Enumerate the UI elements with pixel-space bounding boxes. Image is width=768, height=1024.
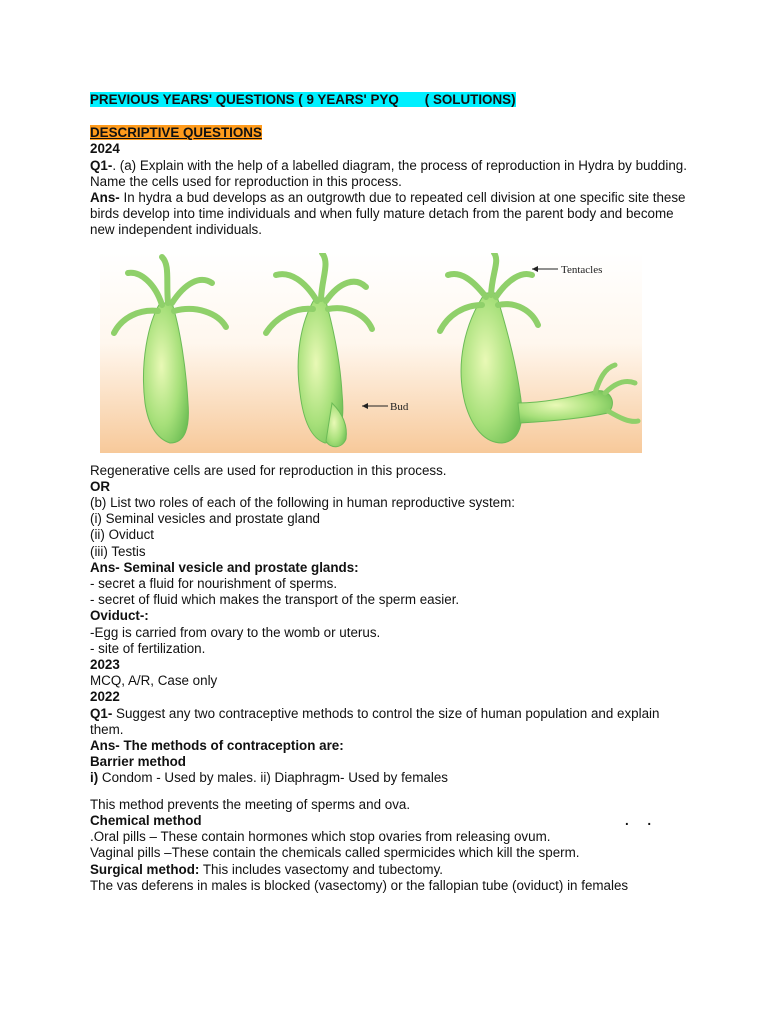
surgical-method: Surgical method: This includes vasectomy and tubectomy.: [90, 861, 444, 877]
label-tentacles: Tentacles: [561, 263, 603, 276]
question-2022-q1: Q1- Suggest any two contraceptive methods to control the size of human population and explain them.: [90, 705, 660, 737]
year-2023: 2023: [90, 657, 120, 673]
or-label: OR: [90, 478, 111, 494]
question-2024-b-ii: (ii) Oviduct: [90, 527, 154, 543]
document-page: [90, 92, 690, 894]
question-2024-q1: Q1-. (a) Explain with the help of a labelled diagram, the process of reproduction in Hydra by budding. Name the cells used for reproduction in this process.: [90, 157, 687, 189]
question-2024-b-i: (i) Seminal vesicles and prostate gland: [90, 511, 320, 527]
regenerative-cells-text: Regenerative cells are used for reproduction in this process.: [90, 462, 447, 478]
barrier-method-note: This method prevents the meeting of sperms and ova.: [90, 796, 411, 812]
answer-2024-b-heading: Ans- Seminal vesicle and prostate glands:: [90, 559, 359, 575]
title-main: PREVIOUS YEARS' QUESTIONS ( 9 YEARS' PYQ: [90, 92, 399, 107]
title-solutions: ( SOLUTIONS): [424, 92, 516, 107]
question-2024-b-iii: (iii) Testis: [90, 543, 146, 559]
hydra-budding-diagram: [100, 253, 642, 453]
year-2024: 2024: [90, 141, 120, 157]
barrier-method-heading: Barrier method: [90, 754, 186, 770]
oviduct-role-1: -Egg is carried from ovary to the womb or uterus.: [90, 624, 381, 640]
seminal-role-2: - secret of fluid which makes the transport of the sperm easier.: [90, 592, 460, 608]
seminal-role-1: - secret a fluid for nourishment of sperms.: [90, 576, 338, 592]
vas-deferens-text: The vas deferens in males is blocked (vasectomy) or the fallopian tube (oviduct) in females: [90, 877, 629, 893]
barrier-method-items: i) Condom - Used by males. ii) Diaphragm- Used by females: [90, 770, 448, 786]
chemical-method-dots: . .: [625, 812, 652, 828]
oviduct-heading: Oviduct-:: [90, 608, 149, 624]
chemical-method-heading: Chemical method: [90, 812, 202, 828]
year-2023-note: MCQ, A/R, Case only: [90, 673, 218, 689]
answer-2022-heading: Ans- The methods of contraception are:: [90, 738, 344, 754]
vaginal-pills: Vaginal pills –These contain the chemicals called spermicides which kill the sperm.: [90, 845, 580, 861]
chemical-method-line: [90, 813, 690, 829]
label-bud: Bud: [390, 400, 409, 413]
answer-2024-q1: Ans- In hydra a bud develops as an outgrowth due to repeated cell division at one specific site these birds develop into time individuals and when fully mature detach from the parent body and become new independent individuals.: [90, 190, 686, 238]
section-heading: DESCRIPTIVE QUESTIONS: [90, 125, 262, 141]
oral-pills: .Oral pills – These contain hormones which stop ovaries from releasing ovum.: [90, 829, 551, 845]
year-2022: 2022: [90, 689, 120, 705]
question-2024-b: (b) List two roles of each of the following in human reproductive system:: [90, 495, 515, 511]
oviduct-role-2: - site of fertilization.: [90, 640, 206, 656]
document-title: [90, 92, 690, 108]
